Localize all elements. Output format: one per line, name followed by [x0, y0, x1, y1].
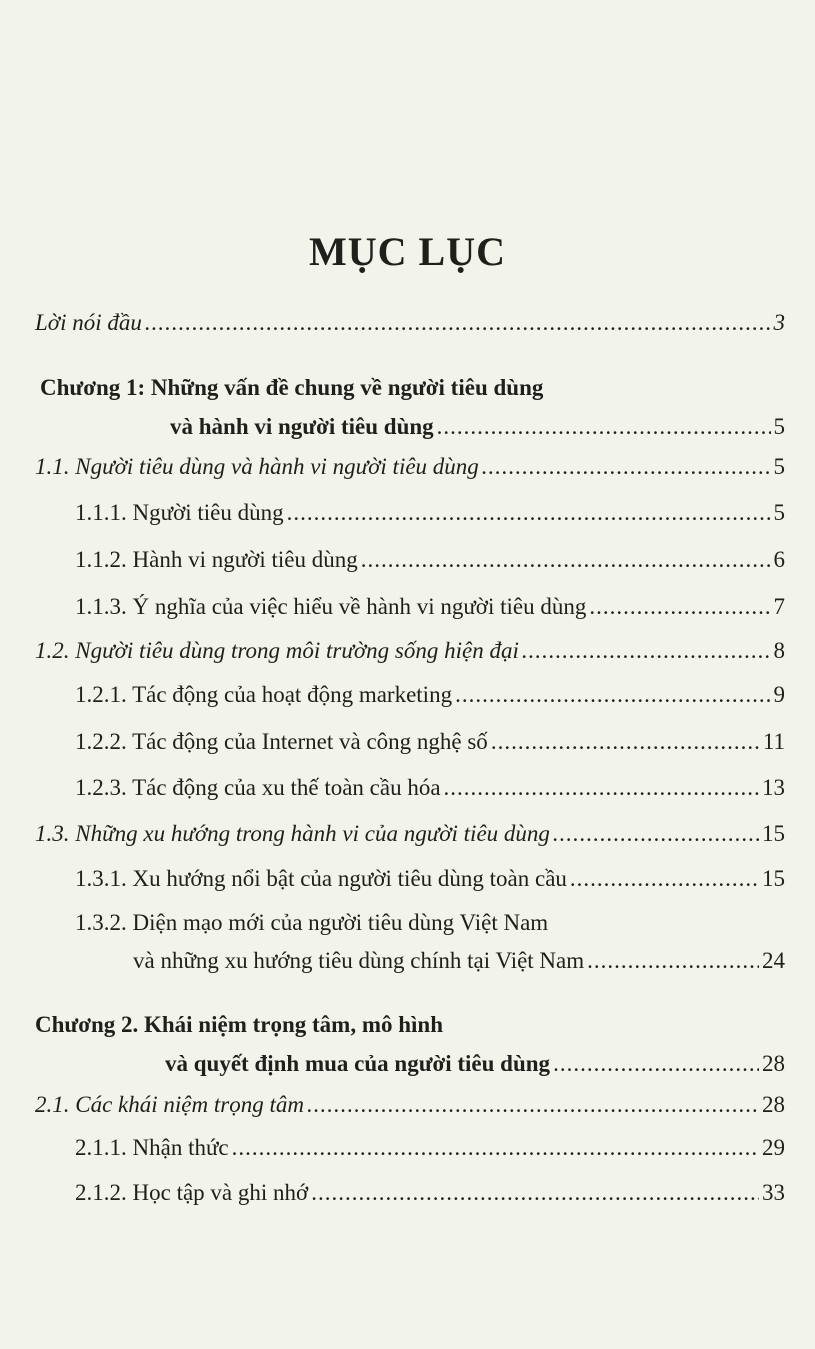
toc-subsection-1-1-3[interactable] — [75, 594, 785, 620]
toc-page: 6 — [773, 547, 785, 572]
toc-section-2-1[interactable] — [35, 1092, 785, 1118]
toc-page: 13 — [762, 775, 785, 800]
dot-leader — [307, 1092, 759, 1118]
toc-preface[interactable] — [35, 310, 785, 336]
toc-subsection-1-2-3[interactable] — [75, 775, 785, 801]
toc-chapter-1[interactable] — [170, 414, 785, 440]
toc-label: 1.2.3. Tác động của xu thế toàn cầu hóa — [75, 775, 441, 800]
toc-subsection-1-2-1[interactable] — [75, 682, 785, 708]
toc-page: 5 — [773, 454, 785, 479]
dot-leader — [287, 500, 771, 526]
toc-label: 1.3.1. Xu hướng nổi bật của người tiêu dùng toàn cầu — [75, 866, 567, 891]
dot-leader — [232, 1135, 759, 1161]
toc-label: và quyết định mua của người tiêu dùng — [165, 1051, 551, 1076]
dot-leader — [553, 1051, 759, 1077]
toc-page: 11 — [762, 729, 785, 754]
toc-page: 5 — [773, 500, 785, 525]
toc-label: 1.3. Những xu hướng trong hành vi của người tiêu dùng — [35, 821, 550, 846]
toc-subsection-1-1-2[interactable] — [75, 547, 785, 573]
dot-leader — [491, 729, 760, 755]
toc-page: 15 — [762, 866, 785, 891]
toc-subsection-1-1-1[interactable] — [75, 500, 785, 526]
dot-leader — [589, 594, 770, 620]
toc-subsection-2-1-1[interactable] — [75, 1135, 785, 1161]
toc-label: 1.2. Người tiêu dùng trong môi trường sống hiện đại — [35, 638, 519, 663]
toc-page: 9 — [773, 682, 785, 707]
toc-page: 28 — [762, 1051, 785, 1076]
dot-leader — [553, 821, 759, 847]
toc-page: 3 — [773, 310, 785, 335]
page-title: MỤC LỤC — [309, 229, 506, 274]
dot-leader — [437, 414, 771, 440]
toc-label: 2.1.1. Nhận thức — [75, 1135, 229, 1160]
dot-leader — [587, 948, 759, 974]
toc-chapter-2[interactable] — [165, 1051, 785, 1077]
toc-label: 2.1. Các khái niệm trọng tâm — [35, 1092, 304, 1117]
dot-leader — [455, 682, 770, 708]
toc-subsection-1-2-2[interactable] — [75, 729, 785, 755]
toc-page: 5 — [773, 414, 785, 439]
toc-page: 29 — [762, 1135, 785, 1160]
toc-subsection-1-3-2-line1[interactable]: 1.3.2. Diện mạo mới của người tiêu dùng Việt Nam — [75, 910, 549, 935]
toc-chapter-2-line1[interactable]: Chương 2. Khái niệm trọng tâm, mô hình — [35, 1012, 444, 1037]
toc-page: 33 — [762, 1180, 785, 1205]
toc-subsection-1-3-2[interactable] — [133, 948, 785, 974]
toc-label: và hành vi người tiêu dùng — [170, 414, 434, 439]
toc-chapter-1-line1[interactable]: Chương 1: Những vấn đề chung về người tiêu dùng — [40, 375, 544, 400]
toc-page: 8 — [773, 638, 785, 663]
dot-leader — [311, 1180, 759, 1206]
toc-label: 1.1. Người tiêu dùng và hành vi người tiêu dùng — [35, 454, 479, 479]
toc-label: và những xu hướng tiêu dùng chính tại Việt Nam — [133, 948, 585, 973]
toc-label: 1.2.1. Tác động của hoạt động marketing — [75, 682, 453, 707]
toc-section-1-1[interactable] — [35, 454, 785, 480]
toc-subsection-2-1-2[interactable] — [75, 1180, 785, 1206]
toc-label: Lời nói đầu — [35, 310, 142, 335]
toc-label: 1.1.3. Ý nghĩa của việc hiểu về hành vi người tiêu dùng — [75, 594, 587, 619]
toc-label: 1.1.1. Người tiêu dùng — [75, 500, 284, 525]
dot-leader — [522, 638, 771, 664]
toc-section-1-2[interactable] — [35, 638, 785, 664]
dot-leader — [145, 310, 771, 336]
toc-label: 1.1.2. Hành vi người tiêu dùng — [75, 547, 358, 572]
dot-leader — [361, 547, 771, 573]
dot-leader — [482, 454, 771, 480]
toc-page: 28 — [762, 1092, 785, 1117]
dot-leader — [444, 775, 759, 801]
toc-section-1-3[interactable] — [35, 821, 785, 847]
dot-leader — [570, 866, 759, 892]
toc-page: 7 — [773, 594, 785, 619]
toc-page: 24 — [762, 948, 785, 973]
toc-subsection-1-3-1[interactable] — [75, 866, 785, 892]
toc-label: 2.1.2. Học tập và ghi nhớ — [75, 1180, 309, 1205]
toc-label: 1.2.2. Tác động của Internet và công nghệ số — [75, 729, 488, 754]
toc-page: 15 — [762, 821, 785, 846]
